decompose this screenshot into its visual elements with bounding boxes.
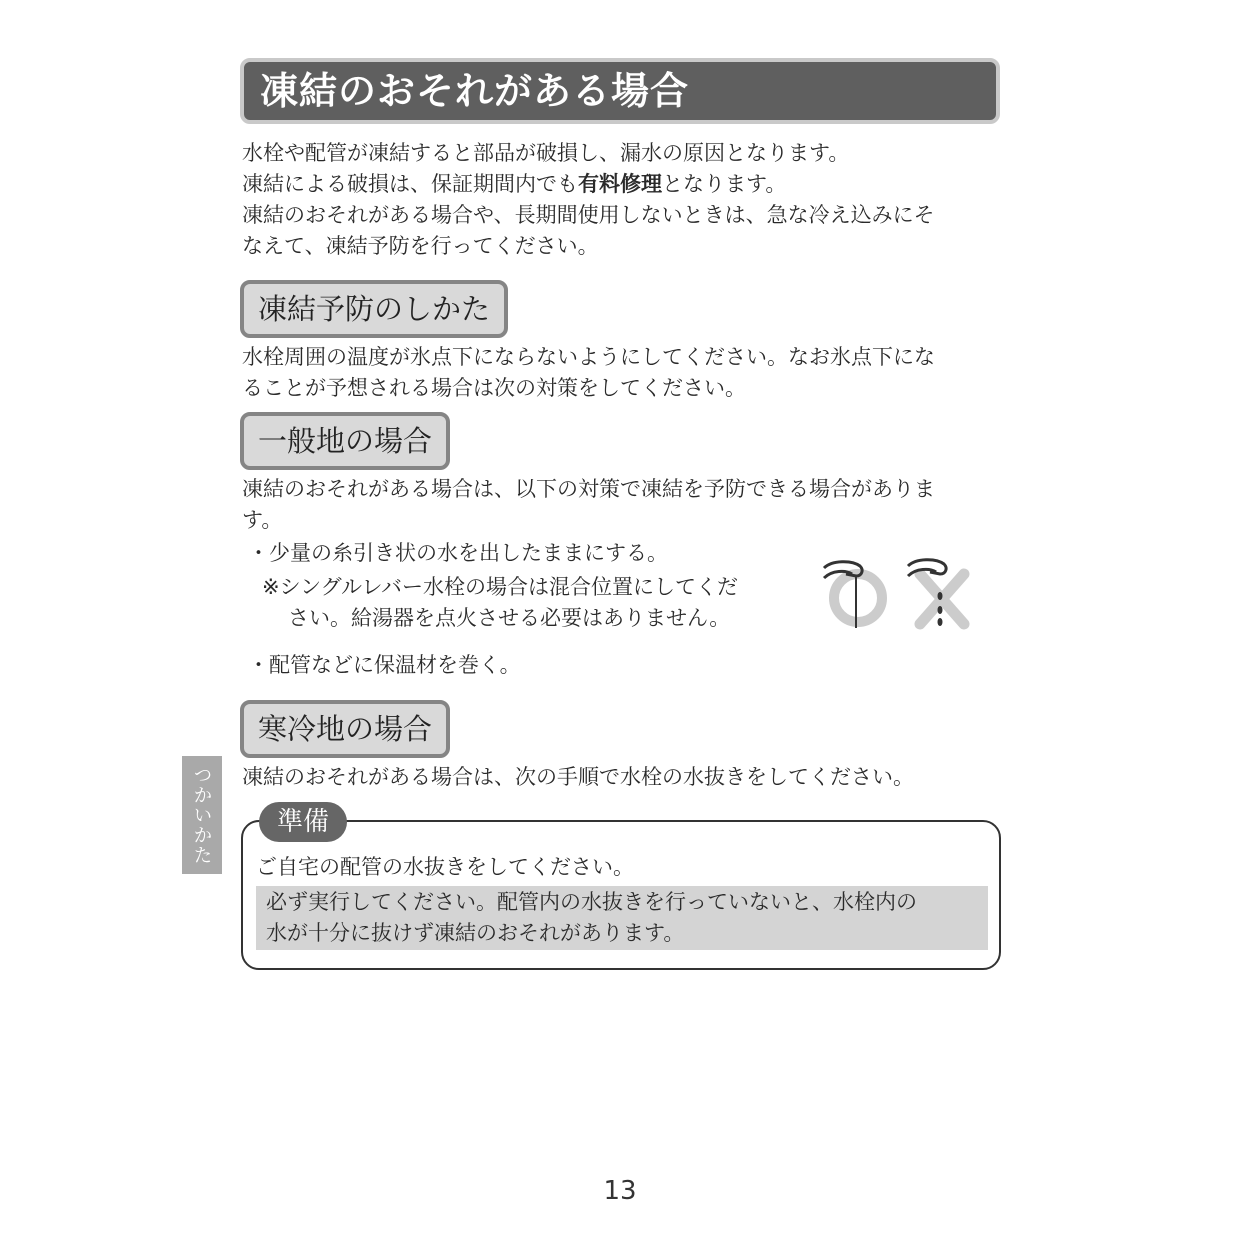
intro-paragraph xyxy=(242,138,1012,262)
faucet-trickle-figure xyxy=(816,552,976,636)
prevention-line-2: ることが予想される場合は次の対策をしてください。 xyxy=(242,376,746,400)
bullet-insulation: ・配管などに保温材を巻く。 xyxy=(248,653,521,677)
intro-line-3: 凍結のおそれがある場合や、長期間使用しないときは、急な冷え込みにそ xyxy=(242,203,935,227)
prevention-paragraph xyxy=(242,342,1012,404)
note-line-1: ※シングルレバー水栓の場合は混合位置にしてくだ xyxy=(262,575,739,599)
note-line-2: さい。給湯器を点火させる必要はありません。 xyxy=(288,606,731,630)
water-drop-icon xyxy=(938,606,943,614)
intro-line-2 xyxy=(242,169,1012,200)
intro-line-1: 水栓や配管が凍結すると部品が破損し、漏水の原因となります。 xyxy=(242,141,850,165)
single-lever-note xyxy=(262,572,802,634)
side-tab-usage: つかいかた xyxy=(182,756,222,874)
cold-line-1: 凍結のおそれがある場合は、次の手順で水栓の水抜きをしてください。 xyxy=(242,765,914,789)
correct-circle-icon xyxy=(834,574,882,622)
intro-line-4: なえて、凍結予防を行ってください。 xyxy=(242,234,599,258)
water-drop-icon xyxy=(938,618,943,626)
intro-line-2-pre: 凍結による破損は、保証期間内でも xyxy=(242,172,578,196)
intro-line-2-post: となります。 xyxy=(662,172,787,196)
warning-line-2: 水が十分に抜けず凍結のおそれがあります。 xyxy=(266,921,685,945)
page-title: 凍結のおそれがある場合 xyxy=(240,58,1000,124)
prevention-heading: 凍結予防のしかた xyxy=(240,280,508,338)
bullet-trickle-water: ・少量の糸引き状の水を出したままにする。 xyxy=(248,541,668,565)
faucet-figure-svg xyxy=(816,552,976,636)
cold-area-paragraph xyxy=(242,762,1012,793)
page-number: 13 xyxy=(603,1176,637,1206)
cold-area-heading: 寒冷地の場合 xyxy=(240,700,450,758)
general-line-2: す。 xyxy=(242,508,283,532)
general-area-heading: 一般地の場合 xyxy=(240,412,450,470)
preparation-warning xyxy=(256,886,988,950)
paid-repair-emphasis: 有料修理 xyxy=(578,172,662,196)
prevention-line-1: 水栓周囲の温度が氷点下にならないようにしてください。なお氷点下にな xyxy=(242,345,935,369)
preparation-label: 準備 xyxy=(259,802,347,842)
water-drop-icon xyxy=(938,592,943,600)
preparation-text: ご自宅の配管の水抜きをしてください。 xyxy=(256,855,634,879)
warning-line-1: 必ず実行してください。配管内の水抜きを行っていないと、水栓内の xyxy=(266,890,917,914)
general-area-paragraph xyxy=(242,474,1012,536)
general-line-1: 凍結のおそれがある場合は、以下の対策で凍結を予防できる場合がありま xyxy=(242,477,935,501)
